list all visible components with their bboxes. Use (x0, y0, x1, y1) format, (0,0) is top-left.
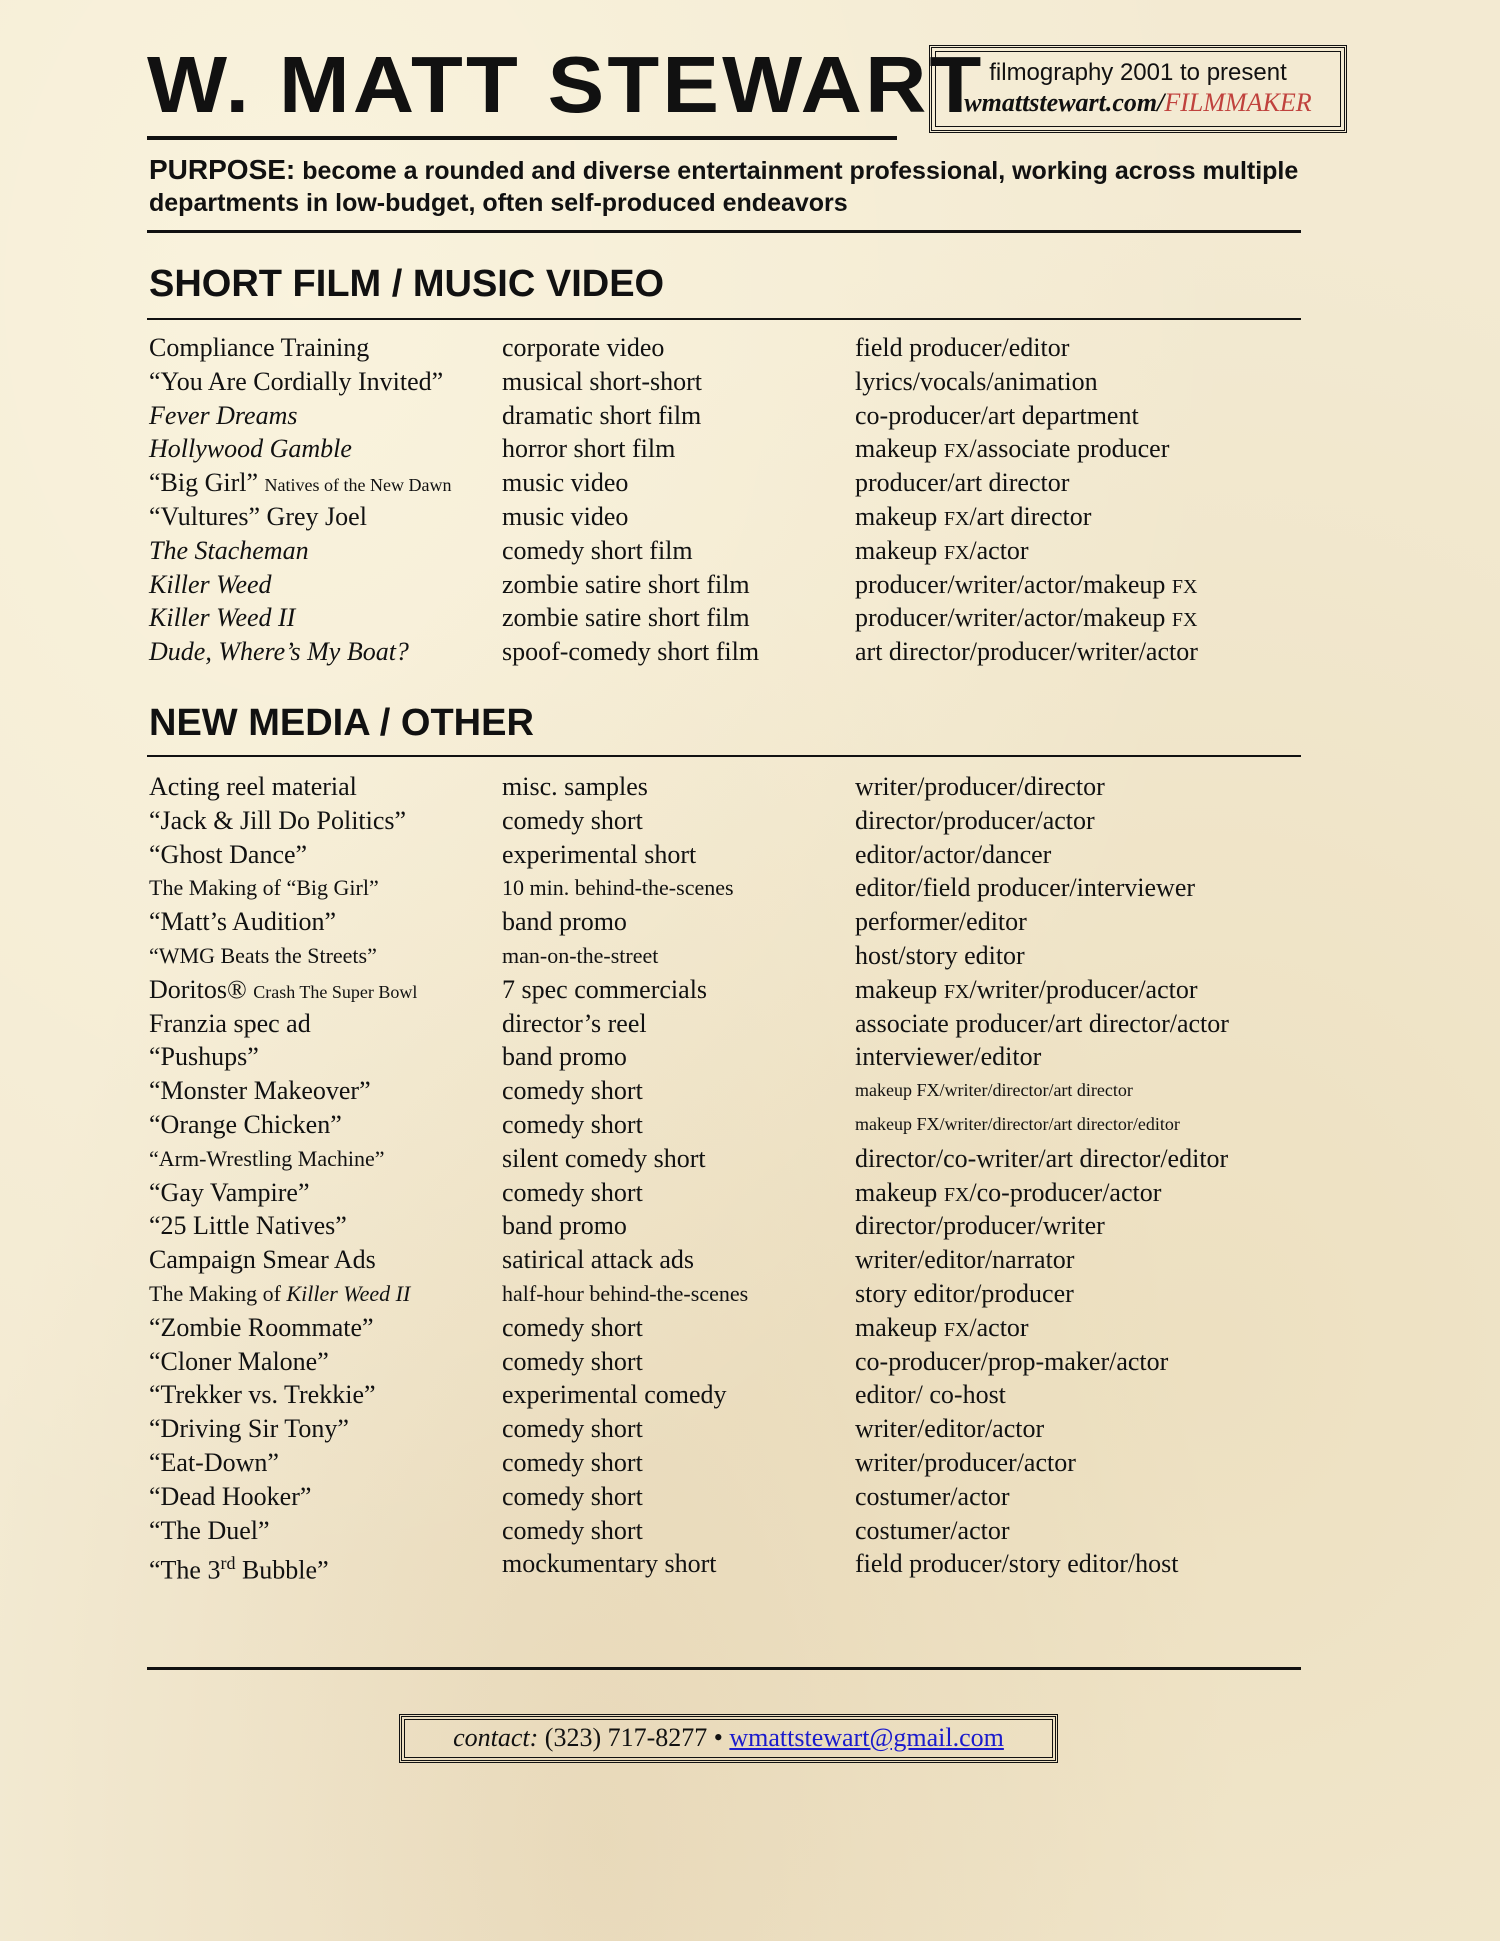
project-type: 7 spec commercials (502, 974, 708, 1004)
project-role: writer/producer/director (855, 772, 1105, 801)
project-type: silent comedy short (502, 1143, 706, 1173)
project-type: comedy short (502, 1312, 643, 1342)
purpose-label: PURPOSE: (149, 154, 296, 185)
project-title: “Vultures” Grey Joel (149, 501, 367, 531)
contact-box-inner (404, 1719, 1053, 1758)
project-role: co-producer/prop-maker/actor (855, 1346, 1169, 1376)
short-film-list (149, 331, 1309, 669)
project-role: director/producer/actor (855, 805, 1095, 835)
project-title: “Dead Hooker” (149, 1481, 312, 1511)
project-role: writer/producer/actor (855, 1447, 1076, 1477)
project-role: producer/art director (855, 468, 1070, 498)
table-row (149, 939, 1309, 973)
role-part: producer/writer/actor/makeup (855, 603, 1172, 633)
contact-label: contact: (453, 1723, 539, 1752)
page-title: W. MATT STEWART (147, 40, 985, 129)
project-title: “Matt’s Audition” (149, 907, 337, 937)
table-row (149, 804, 1309, 838)
project-title: “The Duel” (149, 1515, 270, 1545)
project-title (149, 1277, 410, 1311)
table-row (149, 1547, 1309, 1585)
section-divider-new-media (147, 755, 1301, 757)
project-type: comedy short (502, 1447, 643, 1477)
email-link[interactable]: wmattstewart@gmail.com (729, 1723, 1004, 1752)
project-title (149, 1547, 329, 1587)
project-type: half-hour behind-the-scenes (502, 1280, 749, 1306)
title-underline (147, 136, 897, 140)
project-role (855, 1176, 1161, 1213)
project-title: “You Are Cordially Invited” (149, 366, 444, 396)
project-title: Killer Weed II (149, 603, 296, 633)
project-type: experimental comedy (502, 1380, 727, 1410)
project-role: performer/editor (855, 907, 1027, 937)
project-role: costumer/actor (855, 1515, 1010, 1545)
role-part: /art director (969, 501, 1092, 531)
project-title: Franzia spec ad (149, 1008, 311, 1038)
project-type: comedy short (502, 1076, 643, 1106)
table-row (149, 500, 1309, 534)
project-role: story editor/producer (855, 1278, 1074, 1308)
role-part: /co-producer/actor (969, 1177, 1162, 1207)
title-part: “The 3 (149, 1555, 221, 1585)
role-part: producer/writer/actor/makeup (855, 569, 1172, 599)
contact-phone: (323) 717-8277 • (538, 1723, 730, 1752)
project-role: writer/editor/actor (855, 1414, 1045, 1444)
project-role: editor/actor/dancer (855, 839, 1052, 869)
table-row (149, 1378, 1309, 1412)
project-type: mockumentary short (502, 1549, 717, 1579)
project-title: Acting reel material (149, 772, 357, 801)
role-fx: FX (943, 507, 970, 530)
title-part: “Big Girl” (149, 468, 265, 498)
title-part: The Making of (149, 1280, 287, 1306)
project-role (855, 568, 1198, 605)
project-title: “Pushups” (149, 1042, 259, 1072)
project-title: “WMG Beats the Streets” (149, 942, 377, 968)
project-type: zombie satire short film (502, 603, 750, 633)
project-type: comedy short film (502, 535, 693, 565)
project-title: “Zombie Roommate” (149, 1312, 374, 1342)
role-part: /associate producer (969, 434, 1170, 464)
project-role: art director/producer/writer/actor (855, 637, 1198, 667)
website-link[interactable] (936, 88, 1340, 118)
project-type: comedy short (502, 1481, 643, 1511)
project-type: corporate video (502, 333, 665, 362)
project-title: The Stacheman (149, 535, 309, 565)
table-row (149, 1142, 1309, 1176)
table-row (149, 1277, 1309, 1311)
role-fx: FX (1171, 575, 1198, 598)
project-role (855, 500, 1091, 537)
purpose-text: become a rounded and diverse entertainment professional, working across multiple departments in low-budget, often self-produced endeavors (149, 157, 1299, 217)
website-path-filmmaker: FILMMAKER (1164, 88, 1312, 117)
role-part: /actor (969, 535, 1029, 565)
project-role (855, 432, 1169, 469)
project-type: comedy short (502, 805, 643, 835)
table-row (149, 466, 1309, 500)
role-fx: FX (943, 541, 970, 564)
project-type: spoof-comedy short film (502, 637, 760, 667)
table-row (149, 973, 1309, 1007)
project-type: music video (502, 501, 629, 531)
project-title: “Cloner Malone” (149, 1346, 329, 1376)
role-part: makeup (855, 974, 944, 1004)
table-row (149, 1108, 1309, 1142)
project-type: man-on-the-street (502, 942, 659, 968)
project-role: interviewer/editor (855, 1042, 1042, 1072)
title-part: Doritos® (149, 974, 254, 1004)
project-title: “Monster Makeover” (149, 1076, 371, 1106)
table-row (149, 432, 1309, 466)
project-type: music video (502, 468, 629, 498)
table-row (149, 1311, 1309, 1345)
new-media-list (149, 770, 1309, 1585)
project-title: “Eat-Down” (149, 1447, 279, 1477)
table-row (149, 1209, 1309, 1243)
header-info-box-inner (935, 51, 1341, 127)
project-title (149, 466, 451, 503)
project-role (855, 973, 1198, 1010)
project-role: editor/field producer/interviewer (855, 873, 1196, 903)
project-role: director/producer/writer (855, 1211, 1105, 1241)
filmography-range: filmography 2001 to present (989, 59, 1287, 86)
project-title: “Ghost Dance” (149, 839, 308, 869)
table-row (149, 1040, 1309, 1074)
project-type: comedy short (502, 1177, 643, 1207)
project-type: comedy short (502, 1346, 643, 1376)
project-type: horror short film (502, 434, 676, 464)
purpose-statement (149, 154, 1309, 219)
project-title (149, 973, 417, 1010)
project-type: 10 min. behind-the-scenes (502, 875, 734, 901)
artist-name: Natives of the New Dawn (264, 475, 452, 496)
project-title: “Jack & Jill Do Politics” (149, 805, 407, 835)
project-title: Compliance Training (149, 333, 370, 362)
project-title: Fever Dreams (149, 400, 298, 430)
project-role: writer/editor/narrator (855, 1245, 1075, 1275)
project-type: experimental short (502, 839, 697, 869)
project-title: “Orange Chicken” (149, 1109, 342, 1139)
project-type: musical short-short (502, 366, 703, 396)
table-row (149, 635, 1309, 669)
ordinal-suffix: rd (220, 1553, 236, 1574)
table-row (149, 399, 1309, 433)
project-type: band promo (502, 1211, 627, 1241)
project-type: director’s reel (502, 1008, 647, 1038)
project-type: comedy short (502, 1109, 643, 1139)
project-title: Campaign Smear Ads (149, 1245, 376, 1275)
campaign-name: Crash The Super Bowl (253, 981, 418, 1002)
role-part: makeup (855, 501, 944, 531)
footer-divider (147, 1667, 1301, 1670)
project-type: dramatic short film (502, 400, 702, 430)
table-row (149, 1176, 1309, 1210)
project-title: “Trekker vs. Trekkie” (149, 1380, 376, 1410)
table-row (149, 1074, 1309, 1108)
table-row (149, 1480, 1309, 1514)
project-role: field producer/story editor/host (855, 1549, 1179, 1579)
project-role: host/story editor (855, 940, 1025, 970)
project-type: misc. samples (502, 772, 648, 801)
table-row (149, 1446, 1309, 1480)
project-role: makeup FX/writer/director/art director/editor (855, 1113, 1180, 1134)
project-type: band promo (502, 907, 627, 937)
role-fx: FX (943, 980, 970, 1003)
table-row (149, 1412, 1309, 1446)
project-type: zombie satire short film (502, 569, 750, 599)
project-title: “Arm-Wrestling Machine” (149, 1145, 385, 1171)
table-row (149, 331, 1309, 365)
project-role: lyrics/vocals/animation (855, 366, 1098, 396)
role-fx: FX (943, 440, 970, 463)
table-row (149, 1243, 1309, 1277)
role-fx: FX (943, 1183, 970, 1206)
section-divider-short-film (147, 318, 1301, 320)
section-title-new-media: NEW MEDIA / OTHER (149, 702, 534, 744)
project-type: satirical attack ads (502, 1245, 695, 1275)
title-part: Bubble” (235, 1555, 329, 1585)
project-title: Killer Weed (149, 569, 272, 599)
project-role: makeup FX/writer/director/art director (855, 1080, 1133, 1101)
table-row (149, 568, 1309, 602)
table-row (149, 1345, 1309, 1379)
table-row (149, 770, 1309, 804)
purpose-divider (147, 230, 1301, 233)
table-row (149, 1007, 1309, 1041)
role-part: /writer/producer/actor (969, 974, 1198, 1004)
project-title: “25 Little Natives” (149, 1211, 347, 1241)
project-title: “Gay Vampire” (149, 1177, 310, 1207)
table-row (149, 534, 1309, 568)
header-info-box (929, 45, 1347, 133)
project-title: “Driving Sir Tony” (149, 1414, 349, 1444)
project-type: comedy short (502, 1414, 643, 1444)
project-role: co-producer/art department (855, 400, 1139, 430)
role-part: makeup (855, 1312, 944, 1342)
role-part: makeup (855, 1177, 944, 1207)
table-row (149, 905, 1309, 939)
table-row (149, 838, 1309, 872)
title-part-italic: Killer Weed II (286, 1280, 411, 1306)
table-row (149, 365, 1309, 399)
project-type: band promo (502, 1042, 627, 1072)
project-title: Hollywood Gamble (149, 434, 352, 464)
website-domain: wmattstewart.com/ (964, 88, 1165, 117)
project-role (855, 601, 1198, 638)
project-role: editor/ co-host (855, 1380, 1006, 1410)
project-role: costumer/actor (855, 1481, 1010, 1511)
section-title-short-film: SHORT FILM / MUSIC VIDEO (149, 263, 665, 305)
project-type: comedy short (502, 1515, 643, 1545)
table-row (149, 871, 1309, 905)
project-role (855, 534, 1029, 571)
project-title: The Making of “Big Girl” (149, 875, 379, 901)
table-row (149, 601, 1309, 635)
role-fx: FX (1171, 609, 1198, 632)
role-part: makeup (855, 535, 944, 565)
role-part: /actor (969, 1312, 1029, 1342)
project-role: director/co-writer/art director/editor (855, 1143, 1229, 1173)
project-title: Dude, Where’s My Boat? (149, 637, 409, 667)
role-part: makeup (855, 434, 944, 464)
table-row (149, 1514, 1309, 1548)
project-role (855, 1311, 1029, 1348)
project-role: field producer/editor (855, 333, 1070, 362)
contact-box (399, 1714, 1058, 1763)
project-role: associate producer/art director/actor (855, 1008, 1229, 1038)
role-fx: FX (943, 1318, 970, 1341)
